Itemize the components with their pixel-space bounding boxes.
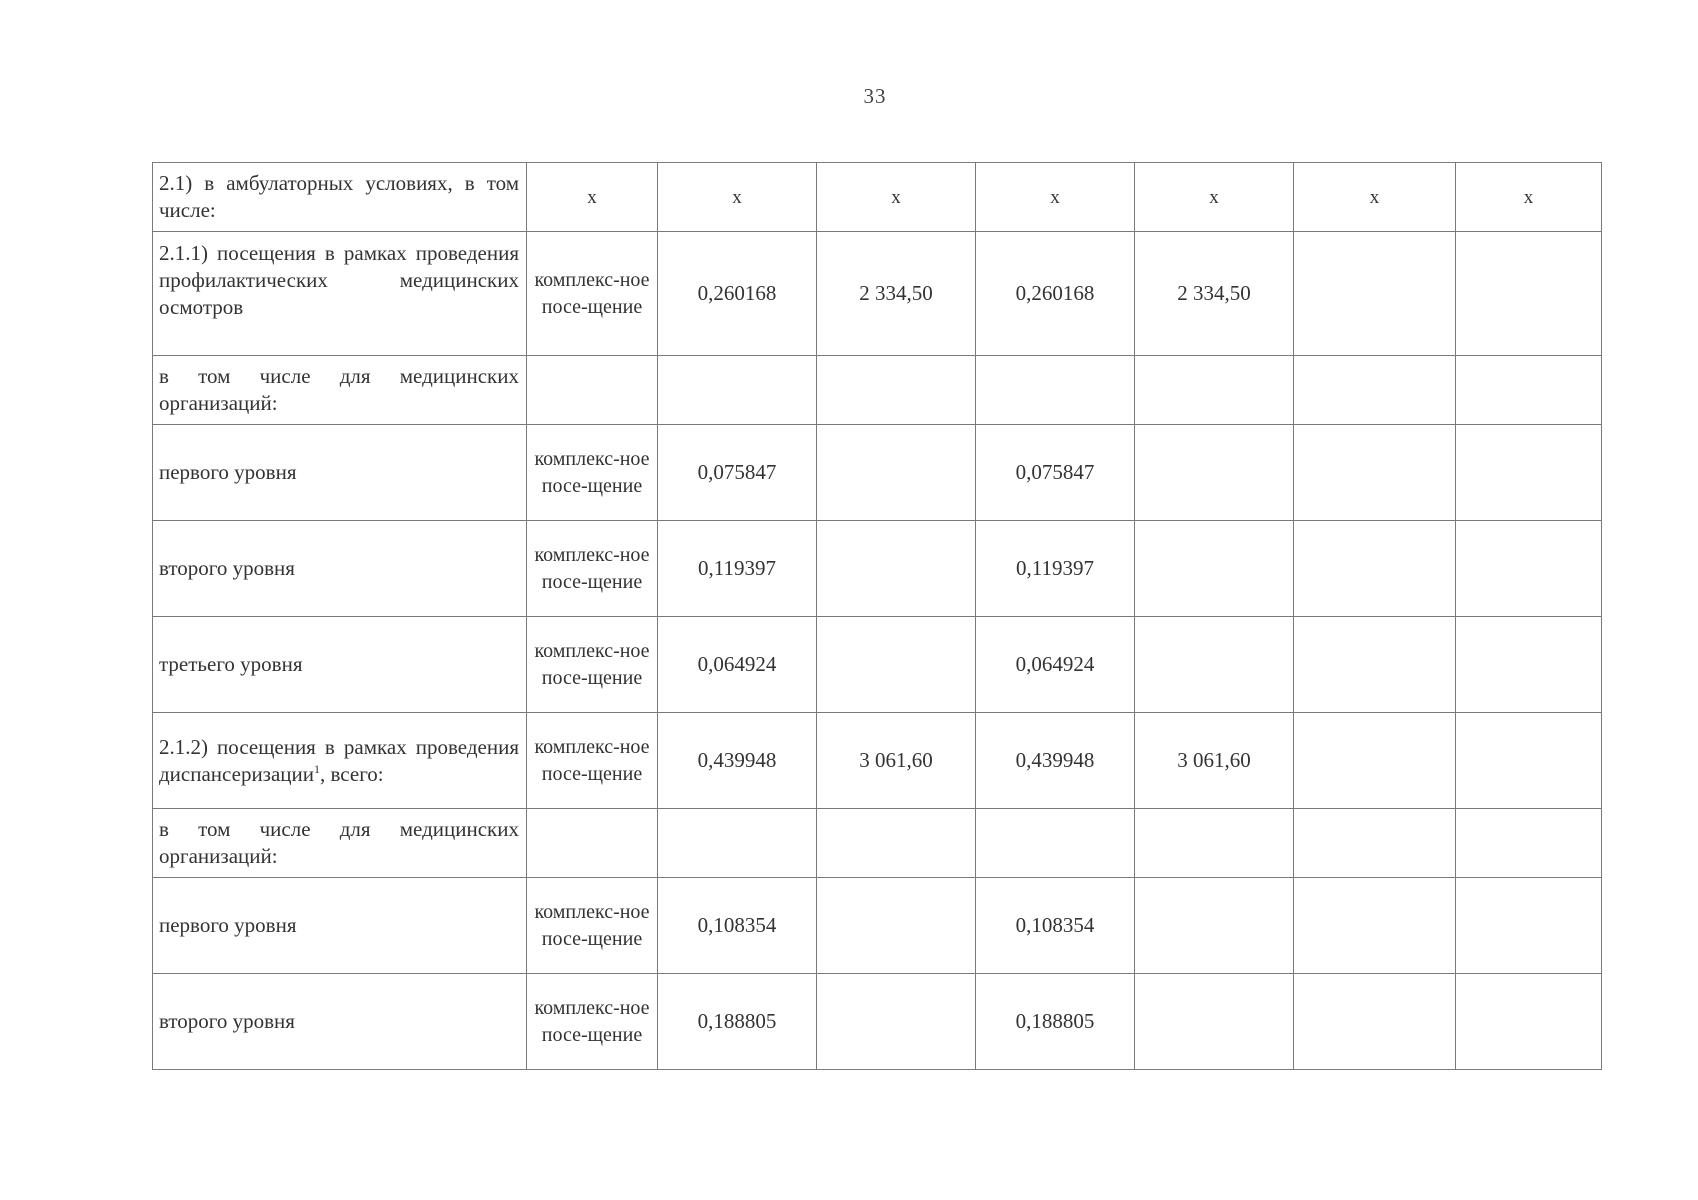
value-cell: 3 061,60 (817, 713, 976, 809)
table-row (153, 425, 1602, 521)
norms-table (152, 162, 1602, 1070)
table-row (153, 163, 1602, 232)
value-cell (976, 356, 1135, 425)
value-cell: 3 061,60 (1135, 713, 1294, 809)
value-cell: 0,260168 (658, 232, 817, 356)
value-cell (976, 809, 1135, 878)
unit-cell (527, 356, 658, 425)
value-cell (658, 809, 817, 878)
value-cell (1294, 617, 1456, 713)
unit-cell (527, 809, 658, 878)
row-name-cell: в том числе для медицинских организаций: (153, 809, 527, 878)
value-cell: 0,108354 (976, 878, 1135, 974)
unit-cell: комплекс-ное посе-щение (527, 617, 658, 713)
table-row (153, 974, 1602, 1070)
value-cell: х (976, 163, 1135, 232)
table-row (153, 356, 1602, 425)
value-cell (1135, 809, 1294, 878)
value-cell: 0,064924 (976, 617, 1135, 713)
value-cell: 0,439948 (976, 713, 1135, 809)
value-cell (817, 809, 976, 878)
unit-cell: комплекс-ное посе-щение (527, 878, 658, 974)
row-name-cell: третьего уровня (153, 617, 527, 713)
unit-cell: х (527, 163, 658, 232)
value-cell: 0,119397 (658, 521, 817, 617)
value-cell (1294, 425, 1456, 521)
value-cell (1135, 521, 1294, 617)
unit-cell: комплекс-ное посе-щение (527, 974, 658, 1070)
unit-cell: комплекс-ное посе-щение (527, 713, 658, 809)
value-cell (817, 356, 976, 425)
value-cell (817, 521, 976, 617)
table-row (153, 617, 1602, 713)
value-cell (1135, 356, 1294, 425)
value-cell: х (1135, 163, 1294, 232)
value-cell (817, 878, 976, 974)
value-cell (1294, 356, 1456, 425)
value-cell (1135, 617, 1294, 713)
value-cell: 2 334,50 (817, 232, 976, 356)
value-cell: 0,075847 (976, 425, 1135, 521)
value-cell (1294, 809, 1456, 878)
value-cell: 0,439948 (658, 713, 817, 809)
value-cell (1294, 521, 1456, 617)
value-cell (1135, 878, 1294, 974)
unit-cell: комплекс-ное посе-щение (527, 425, 658, 521)
value-cell: х (658, 163, 817, 232)
value-cell (1135, 425, 1294, 521)
value-cell (1294, 878, 1456, 974)
value-cell (1294, 974, 1456, 1070)
value-cell: 2 334,50 (1135, 232, 1294, 356)
table-row (153, 713, 1602, 809)
value-cell (1456, 232, 1602, 356)
row-name-text: 2.1.2) посещения в рамках проведения диспансеризации (159, 734, 519, 786)
value-cell (817, 425, 976, 521)
row-name-cell: второго уровня (153, 974, 527, 1070)
footnote-marker: 1 (314, 761, 321, 776)
value-cell (1456, 878, 1602, 974)
row-name-cell: в том числе для медицинских организаций: (153, 356, 527, 425)
unit-cell: комплекс-ное посе-щение (527, 232, 658, 356)
row-name-cell: первого уровня (153, 425, 527, 521)
row-name-cell: 2.1.1) посещения в рамках проведения профилактических медицинских осмотров (153, 232, 527, 356)
unit-cell: комплекс-ное посе-щение (527, 521, 658, 617)
value-cell (1294, 232, 1456, 356)
row-name-cell: первого уровня (153, 878, 527, 974)
value-cell: 0,188805 (658, 974, 817, 1070)
value-cell (658, 356, 817, 425)
value-cell (1456, 425, 1602, 521)
value-cell (1456, 713, 1602, 809)
value-cell: 0,260168 (976, 232, 1135, 356)
value-cell: 0,108354 (658, 878, 817, 974)
row-name-cell: второго уровня (153, 521, 527, 617)
row-name-text: , всего: (320, 761, 384, 786)
value-cell: х (817, 163, 976, 232)
value-cell: 0,075847 (658, 425, 817, 521)
value-cell (1135, 974, 1294, 1070)
value-cell (1456, 974, 1602, 1070)
value-cell: х (1294, 163, 1456, 232)
table-row (153, 809, 1602, 878)
value-cell: х (1456, 163, 1602, 232)
table-row (153, 878, 1602, 974)
value-cell (1456, 809, 1602, 878)
page-number: 33 (863, 84, 887, 108)
value-cell: 0,064924 (658, 617, 817, 713)
value-cell (1294, 713, 1456, 809)
value-cell (1456, 521, 1602, 617)
row-name-cell: 2.1) в амбулаторных условиях, в том числе: (153, 163, 527, 232)
table-row (153, 232, 1602, 356)
value-cell (817, 617, 976, 713)
value-cell (1456, 356, 1602, 425)
value-cell: 0,119397 (976, 521, 1135, 617)
value-cell (1456, 617, 1602, 713)
row-name-cell (153, 713, 527, 809)
table-row (153, 521, 1602, 617)
value-cell (817, 974, 976, 1070)
value-cell: 0,188805 (976, 974, 1135, 1070)
